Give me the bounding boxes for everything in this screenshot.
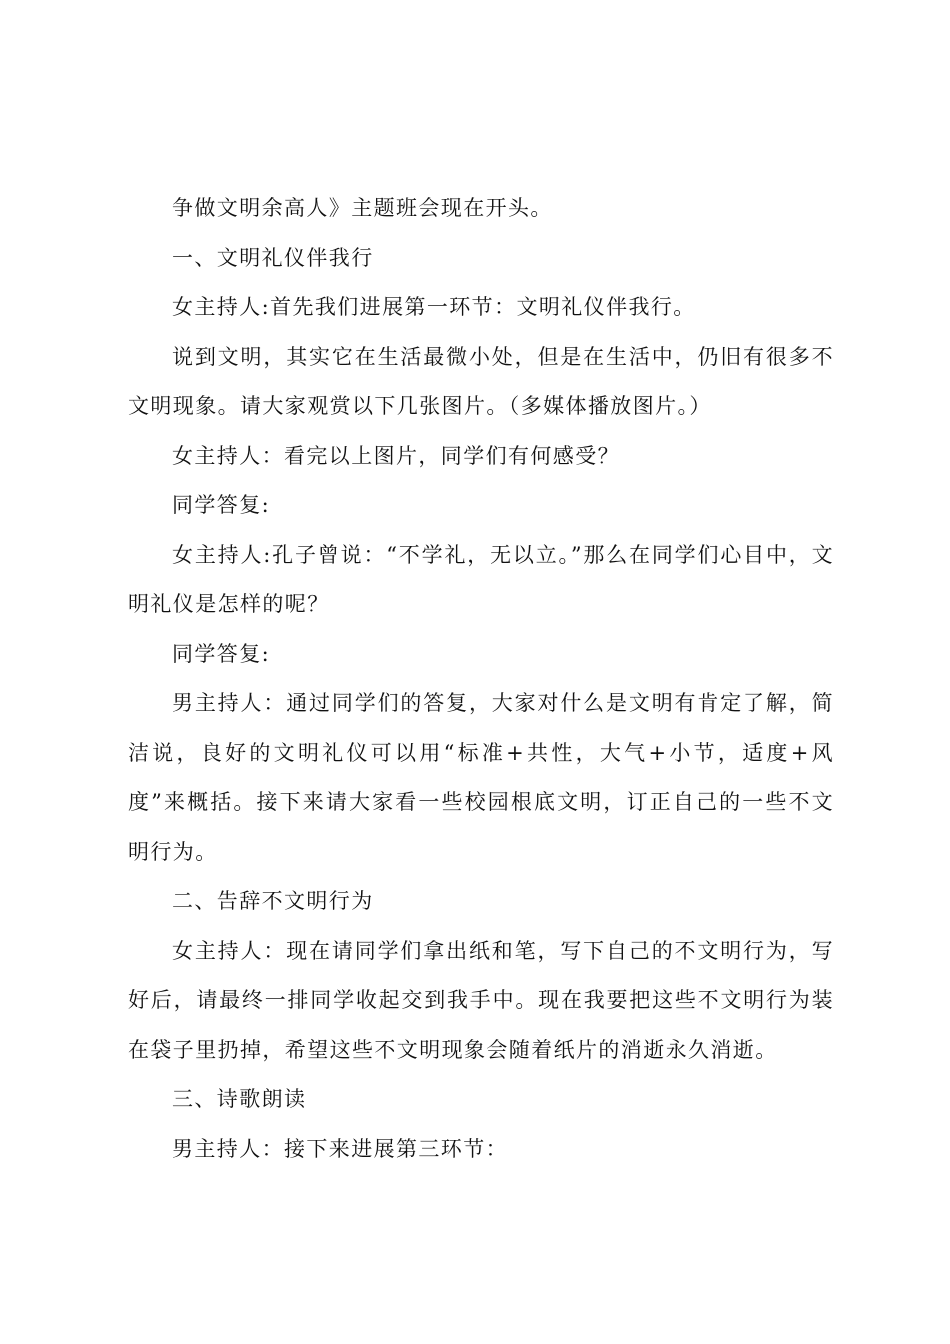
paragraph-host-female-2: 女主持人：看完以上图片，同学们有何感受？ (172, 443, 620, 468)
paragraph-host-female-4: 女主持人：现在请同学们拿出纸和笔，写下自己的不文明行为，写好后，请最终一排同学收起交到我手中。现在我要把这些不文明行为装在袋子里扔掉，希望这些不文明现象会随着纸片的消逝永久消逝。 (128, 938, 834, 1062)
section-heading-2: 二、告辞不文明行为 (172, 889, 374, 913)
paragraph-host-male-1: 男主持人：通过同学们的答复，大家对什么是文明有肯定了解，简洁说，良好的文明礼仪可以用“标准+共性，大气+小节，适度+风度”来概括。接下来请大家看一些校园根底文明，订正自己的一些不文明行为。 (128, 691, 834, 864)
paragraph-uncivil-phenomena: 说到文明，其实它在生活最微小处，但是在生活中，仍旧有很多不文明现象。请大家观赏以下几张图片。（多媒体播放图片。） (128, 344, 834, 418)
section-heading-1: 一、文明礼仪伴我行 (172, 245, 374, 270)
paragraph-host-female-3: 女主持人:孔子曾说：“不学礼，无以立。”那么在同学们心目中，文明礼仪是怎样的呢？ (128, 542, 834, 616)
paragraph-opening: 争做文明余高人》主题班会现在开头。 (172, 196, 553, 220)
section-heading-3: 三、诗歌朗读 (172, 1087, 307, 1111)
paragraph-student-answer-1: 同学答复: (172, 493, 271, 517)
paragraph-student-answer-2: 同学答复: (172, 641, 271, 666)
paragraph-host-male-2: 男主持人：接下来进展第三环节： (172, 1136, 508, 1161)
document-body (128, 184, 834, 1174)
paragraph-host-female-1: 女主持人:首先我们进展第一环节：文明礼仪伴我行。 (172, 295, 696, 319)
